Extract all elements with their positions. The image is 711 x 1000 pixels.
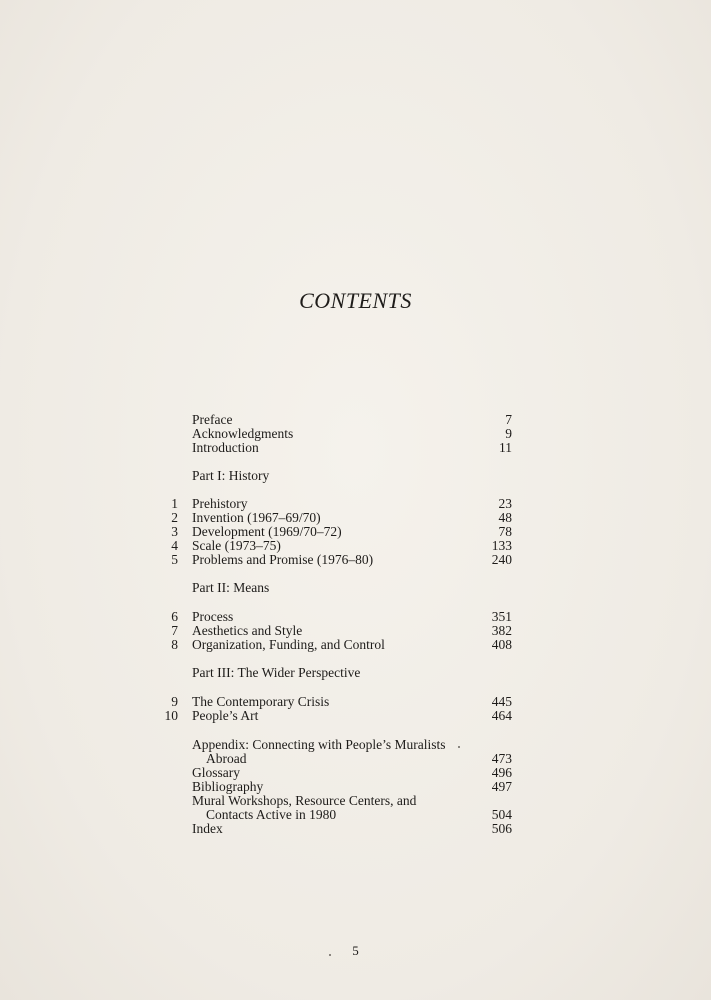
chapter-number: 7 <box>171 623 178 638</box>
chapter-number: 6 <box>171 609 178 624</box>
chapter-number: 5 <box>171 552 178 567</box>
page-title: CONTENTS <box>299 288 412 313</box>
chapter-number: 3 <box>171 524 178 539</box>
toc-entry-bibliography: Bibliography <box>192 779 264 794</box>
toc-page-bibliography: 497 <box>491 779 512 794</box>
chapter-page: 408 <box>491 637 512 652</box>
toc-entry-introduction: Introduction <box>192 440 259 455</box>
chapter-page: 23 <box>498 496 512 511</box>
toc-entry-acknowledgments: Acknowledgments <box>192 426 294 441</box>
chapter-page: 382 <box>491 623 512 638</box>
chapter-title: Aesthetics and Style <box>192 623 303 638</box>
part-heading-3: Part III: The Wider Perspective <box>192 665 361 680</box>
part-heading-2: Part II: Means <box>192 580 270 595</box>
chapter-title: Problems and Promise (1976–80) <box>192 552 374 567</box>
part-heading-1: Part I: History <box>192 468 270 483</box>
chapter-title: Invention (1967–69/70) <box>192 510 321 525</box>
paper-speck <box>458 746 460 748</box>
toc-page-contacts: 504 <box>491 807 512 822</box>
chapter-page: 240 <box>491 552 512 567</box>
toc-page-abroad: 473 <box>491 751 512 766</box>
chapter-page: 133 <box>491 538 512 553</box>
chapter-title: Organization, Funding, and Control <box>192 637 385 652</box>
chapter-page: 48 <box>498 510 512 525</box>
chapter-page: 445 <box>491 694 512 709</box>
page-number: 5 <box>352 943 359 958</box>
chapter-number: 4 <box>171 538 178 553</box>
chapter-page: 78 <box>498 524 512 539</box>
chapter-title: Development (1969/70–72) <box>192 524 342 539</box>
chapter-title: The Contemporary Crisis <box>192 694 330 709</box>
chapter-page: 464 <box>491 708 512 723</box>
toc-entry-workshops: Mural Workshops, Resource Centers, and <box>192 793 417 808</box>
toc-entry-preface: Preface <box>192 412 233 427</box>
toc-entry-appendix: Appendix: Connecting with People’s Muralists <box>192 737 446 752</box>
chapter-number: 2 <box>171 510 178 525</box>
chapter-number: 9 <box>171 694 178 709</box>
toc-page-index: 506 <box>491 821 512 836</box>
chapter-title: Prehistory <box>192 496 248 511</box>
chapter-number: 8 <box>171 637 178 652</box>
toc-entry-index: Index <box>192 821 223 836</box>
chapter-title: People’s Art <box>192 708 259 723</box>
toc-entry-glossary: Glossary <box>192 765 240 780</box>
toc-page-preface: 7 <box>505 412 512 427</box>
toc-page-glossary: 496 <box>491 765 512 780</box>
chapter-number: 1 <box>171 496 178 511</box>
toc-entry-workshops-continued: Contacts Active in 1980 <box>206 807 337 822</box>
chapter-number: 10 <box>164 708 178 723</box>
chapter-title: Scale (1973–75) <box>192 538 281 553</box>
chapter-title: Process <box>192 609 234 624</box>
toc-page-introduction: 11 <box>499 440 512 455</box>
toc-page-acknowledgments: 9 <box>505 426 512 441</box>
chapter-page: 351 <box>491 609 512 624</box>
toc-entry-appendix-continued: Abroad <box>206 751 247 766</box>
